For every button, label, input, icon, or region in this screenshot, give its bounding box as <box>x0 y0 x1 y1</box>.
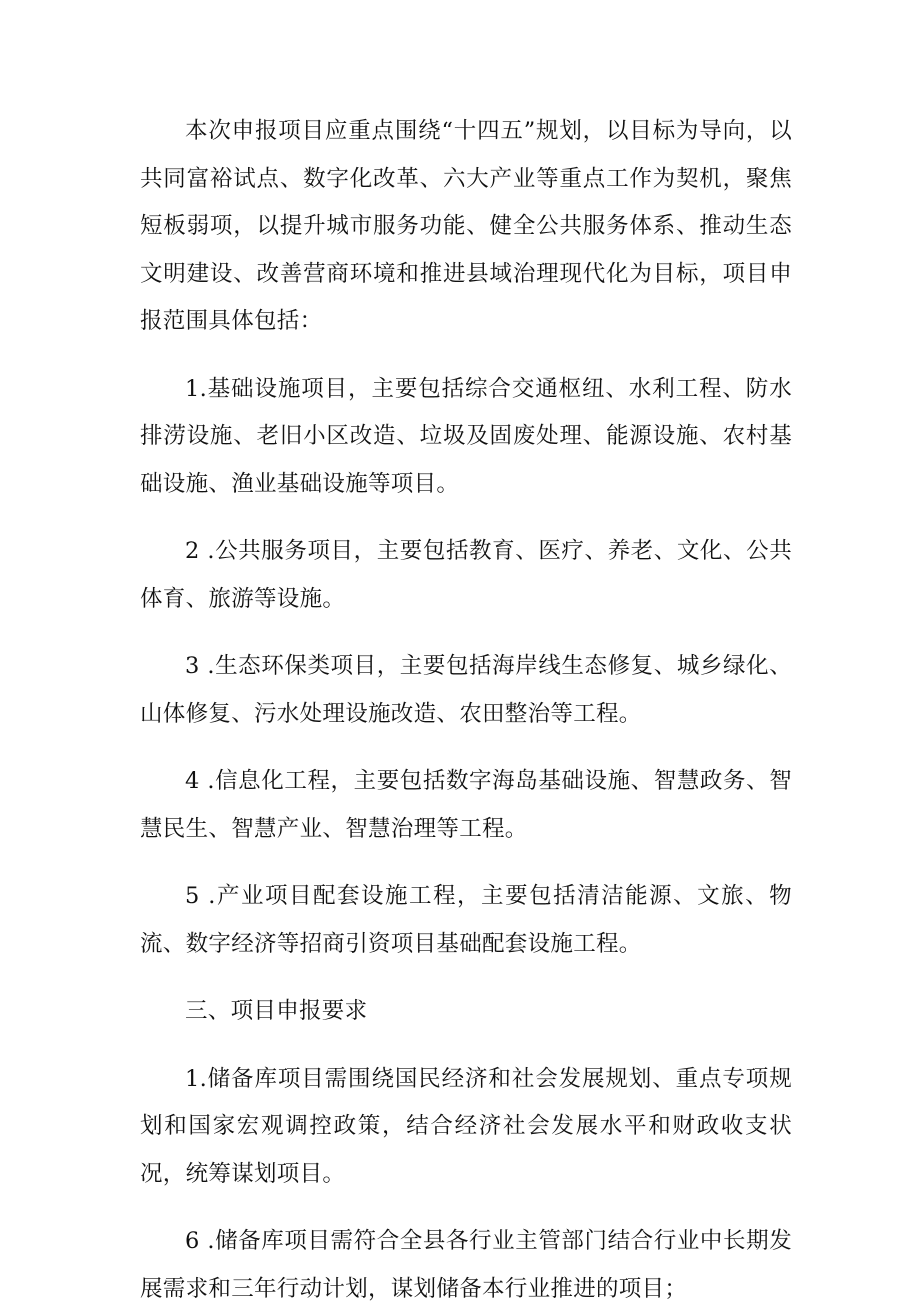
requirement-1: 1.储备库项目需围绕国民经济和社会发展规划、重点专项规划和国家宏观调控政策，结合经济社会发展水平和财政收支状况，统筹谋划项目。 <box>140 1065 792 1187</box>
item-public-service: 2 .公共服务项目，主要包括教育、医疗、养老、文化、公共体育、旅游等设施。 <box>140 538 792 612</box>
item-informatization: 4 .信息化工程，主要包括数字海岛基础设施、智慧政务、智慧民生、智慧产业、智慧治理等工程。 <box>140 768 792 842</box>
intro-paragraph: 本次申报项目应重点围绕“十四五”规划，以目标为导向，以共同富裕试点、数字化改革、六大产业等重点工作为契机，聚焦短板弱项，以提升城市服务功能、健全公共服务体系、推动生态文明建设、改善营商环境和推进县域治理现代化为目标，项目申报范围具体包括： <box>140 118 792 334</box>
section-heading-requirements: 三、项目申报要求 <box>185 998 368 1024</box>
item-environment: 3 .生态环保类项目，主要包括海岸线生态修复、城乡绿化、山体修复、污水处理设施改造、农田整治等工程。 <box>140 653 792 727</box>
requirement-6: 6 .储备库项目需符合全县各行业主管部门结合行业中长期发展需求和三年行动计划，谋划储备本行业推进的项目； <box>140 1228 792 1302</box>
item-infrastructure: 1.基础设施项目，主要包括综合交通枢纽、水利工程、防水排涝设施、老旧小区改造、垃圾及固废处理、能源设施、农村基础设施、渔业基础设施等项目。 <box>140 375 792 497</box>
item-industry-support: 5 .产业项目配套设施工程，主要包括清洁能源、文旅、物流、数字经济等招商引资项目基础配套设施工程。 <box>140 883 792 957</box>
